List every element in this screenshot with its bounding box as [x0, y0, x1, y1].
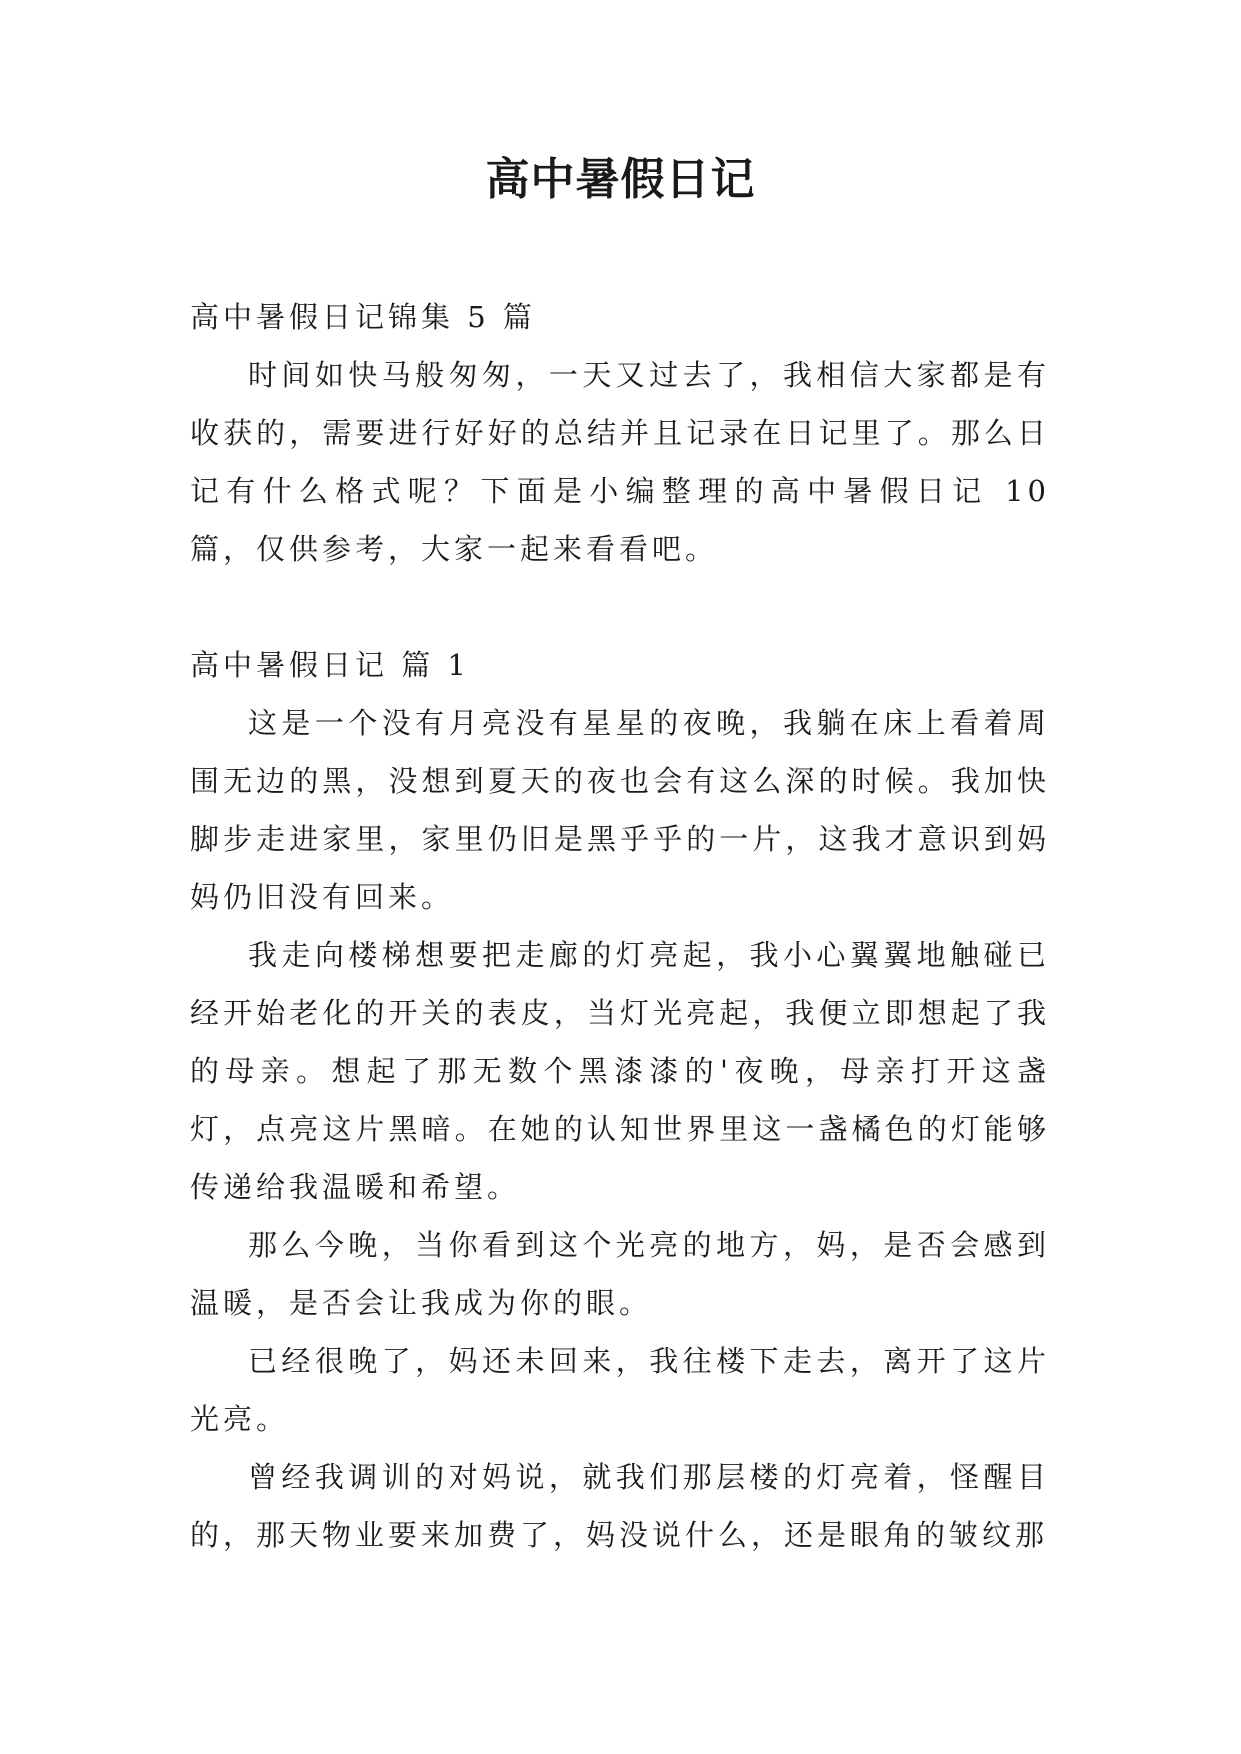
collection-heading: 高中暑假日记锦集 5 篇 [190, 300, 536, 334]
body-paragraph: 已经很晚了，妈还未回来，我往楼下走去，离开了这片光亮。 [190, 1344, 1050, 1436]
body-paragraph: 这是一个没有月亮没有星星的夜晚，我躺在床上看着周围无边的黑，没想到夏天的夜也会有这么深的时候。我加快脚步走进家里，家里仍旧是黑乎乎的一片，这我才意识到妈妈仍旧没有回来。 [190, 706, 1050, 914]
section-spacer [190, 578, 1050, 636]
document-body [190, 288, 1050, 1564]
intro-paragraph: 时间如快马般匆匆，一天又过去了，我相信大家都是有收获的，需要进行好好的总结并且记录在日记里了。那么日记有什么格式呢？下面是小编整理的高中暑假日记 10 篇，仅供参考，大家一起来看看吧。 [190, 358, 1050, 566]
section-heading: 高中暑假日记 篇 1 [190, 648, 470, 682]
document-title: 高中暑假日记 [485, 154, 756, 205]
body-paragraph: 我走向楼梯想要把走廊的灯亮起，我小心翼翼地触碰已经开始老化的开关的表皮，当灯光亮起，我便立即想起了我的母亲。想起了那无数个黑漆漆的'夜晚，母亲打开这盏灯，点亮这片黑暗。在她的认知世界里这一盏橘色的灯能够传递给我温暖和希望。 [190, 938, 1050, 1204]
body-paragraph: 那么今晚，当你看到这个光亮的地方，妈，是否会感到温暖，是否会让我成为你的眼。 [190, 1228, 1050, 1320]
body-paragraph: 曾经我调训的对妈说，就我们那层楼的灯亮着，怪醒目的，那天物业要来加费了，妈没说什么，还是眼角的皱纹那 [190, 1460, 1050, 1552]
